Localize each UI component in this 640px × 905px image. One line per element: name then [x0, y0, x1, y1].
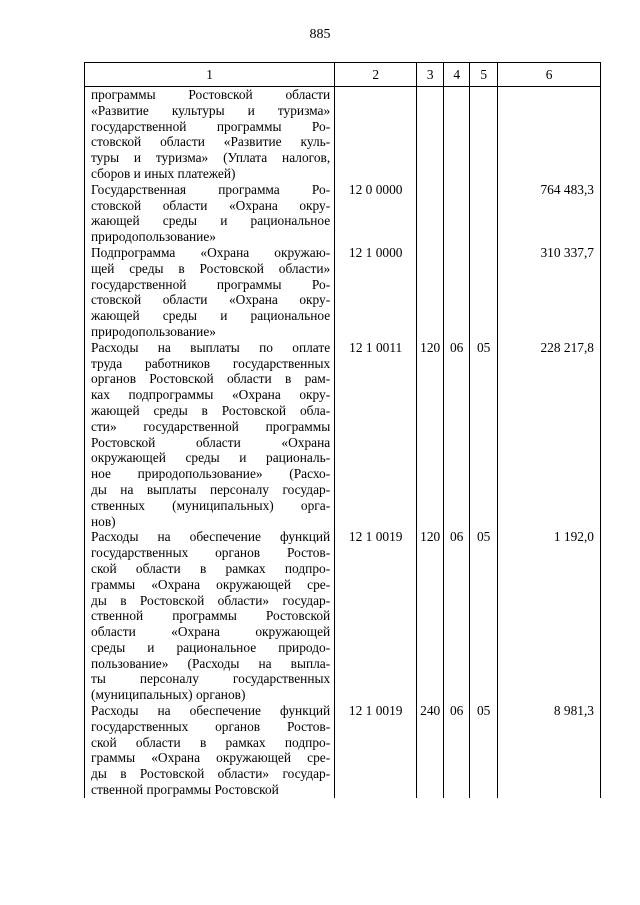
table-row — [85, 529, 601, 703]
table-row — [85, 87, 601, 182]
row-name-line: жающей среды в Ростовской обла- — [91, 402, 331, 418]
row-name-line: ственной программы Ростовской — [91, 608, 331, 624]
row-target-code: 12 1 0000 — [335, 245, 417, 340]
row-section: 06 — [444, 703, 470, 798]
row-name-line: стовской области «Развитие куль- — [91, 134, 331, 150]
page-number: 885 — [309, 27, 331, 42]
row-name-line: Государственная программа Ро- — [91, 181, 331, 197]
row-name-line: граммы «Охрана окружающей сре- — [91, 750, 331, 766]
row-name-line: «Развитие культуры и туризма» — [91, 102, 331, 118]
row-name-line: государственных органов Ростов- — [91, 545, 331, 561]
row-amount: 310 337,7 — [498, 245, 601, 340]
row-name-line: ты персоналу государственных — [91, 671, 331, 687]
row-amount: 1 192,0 — [498, 529, 601, 703]
row-name-line: ках подпрограммы «Охрана окру- — [91, 387, 331, 403]
row-name-line: ное природопользование» (Расхо- — [91, 466, 331, 482]
row-name-line: ственных (муниципальных) орга- — [91, 497, 331, 513]
row-subsection — [470, 245, 498, 340]
header-col-4: 4 — [444, 63, 470, 87]
row-section: 06 — [444, 340, 470, 530]
row-name — [85, 340, 335, 530]
table-row — [85, 245, 601, 340]
row-name-line: граммы «Охрана окружающей сре- — [91, 576, 331, 592]
row-name-line: труда работников государственных — [91, 355, 331, 371]
row-name — [85, 245, 335, 340]
row-name-line: области «Охрана окружающей — [91, 624, 331, 640]
row-name-line: жающей среды и рациональное — [91, 213, 331, 229]
row-name-line: ды на выплаты персоналу государ- — [91, 481, 331, 497]
row-name-line: природопользование» — [91, 229, 216, 245]
budget-table — [84, 62, 601, 798]
row-target-code: 12 1 0019 — [335, 529, 417, 703]
row-expense-type: 120 — [417, 529, 444, 703]
row-subsection: 05 — [470, 529, 498, 703]
row-subsection: 05 — [470, 340, 498, 530]
row-target-code: 12 1 0011 — [335, 340, 417, 530]
row-amount — [498, 87, 601, 182]
row-name-line: государственной программы Ро- — [91, 276, 331, 292]
row-name-line: Ростовской области «Охрана — [91, 434, 331, 450]
row-name-line: ской области в рамках подпро- — [91, 560, 331, 576]
row-name-line: нов) — [91, 513, 116, 529]
row-name-line: сборов и иных платежей) — [91, 165, 236, 181]
row-name-line: стовской области «Охрана окру- — [91, 292, 331, 308]
table-row — [85, 340, 601, 530]
row-name-line: сти» государственной программы — [91, 418, 331, 434]
row-expense-type: 240 — [417, 703, 444, 798]
row-amount: 764 483,3 — [498, 182, 601, 245]
row-name-line: стовской области «Охрана окру- — [91, 197, 331, 213]
row-name-line: Расходы на обеспечение функций — [91, 529, 331, 545]
row-name — [85, 182, 335, 245]
row-subsection: 05 — [470, 703, 498, 798]
table-row — [85, 182, 601, 245]
header-col-6: 6 — [498, 63, 601, 87]
row-name-line: Подпрограмма «Охрана окружаю- — [91, 244, 331, 260]
row-section — [444, 245, 470, 340]
row-expense-type — [417, 245, 444, 340]
row-name-line: Расходы на обеспечение функций — [91, 703, 331, 719]
row-name-line: окружающей среды и рациональ- — [91, 450, 331, 466]
row-target-code — [335, 87, 417, 182]
row-name-line: природопользование» — [91, 323, 216, 339]
row-section: 06 — [444, 529, 470, 703]
row-expense-type — [417, 182, 444, 245]
row-section — [444, 182, 470, 245]
table-body — [85, 87, 601, 798]
header-col-5: 5 — [470, 63, 498, 87]
row-name-line: жающей среды и рациональное — [91, 308, 331, 324]
row-name-line: органов Ростовской области в рам- — [91, 371, 331, 387]
row-expense-type: 120 — [417, 340, 444, 530]
row-name-line: ды в Ростовской области» государ- — [91, 766, 331, 782]
row-name-line: щей среды в Ростовской области» — [91, 260, 331, 276]
row-name-line: (муниципальных) органов) — [91, 687, 246, 703]
row-name — [85, 87, 335, 182]
row-name — [85, 529, 335, 703]
row-subsection — [470, 87, 498, 182]
header-col-2: 2 — [335, 63, 417, 87]
row-name-line: туры и туризма» (Уплата налогов, — [91, 150, 331, 166]
header-col-1: 1 — [85, 63, 335, 87]
table-row — [85, 703, 601, 798]
row-name-line: государственных органов Ростов- — [91, 718, 331, 734]
row-name-line: среды и рациональное природо- — [91, 639, 331, 655]
row-amount: 8 981,3 — [498, 703, 601, 798]
header-col-3: 3 — [417, 63, 444, 87]
row-target-code: 12 0 0000 — [335, 182, 417, 245]
row-name-line: программы Ростовской области — [91, 87, 331, 102]
row-name-line: ственной программы Ростовской — [91, 782, 279, 798]
row-amount: 228 217,8 — [498, 340, 601, 530]
row-name-line: ской области в рамках подпро- — [91, 734, 331, 750]
row-name — [85, 703, 335, 798]
row-name-line: пользование» (Расходы на выпла- — [91, 655, 331, 671]
row-name-line: ды в Ростовской области» государ- — [91, 592, 331, 608]
table-header — [85, 63, 601, 87]
row-subsection — [470, 182, 498, 245]
row-expense-type — [417, 87, 444, 182]
row-name-line: Расходы на выплаты по оплате — [91, 339, 331, 355]
row-name-line: государственной программы Ро- — [91, 118, 331, 134]
row-target-code: 12 1 0019 — [335, 703, 417, 798]
row-section — [444, 87, 470, 182]
